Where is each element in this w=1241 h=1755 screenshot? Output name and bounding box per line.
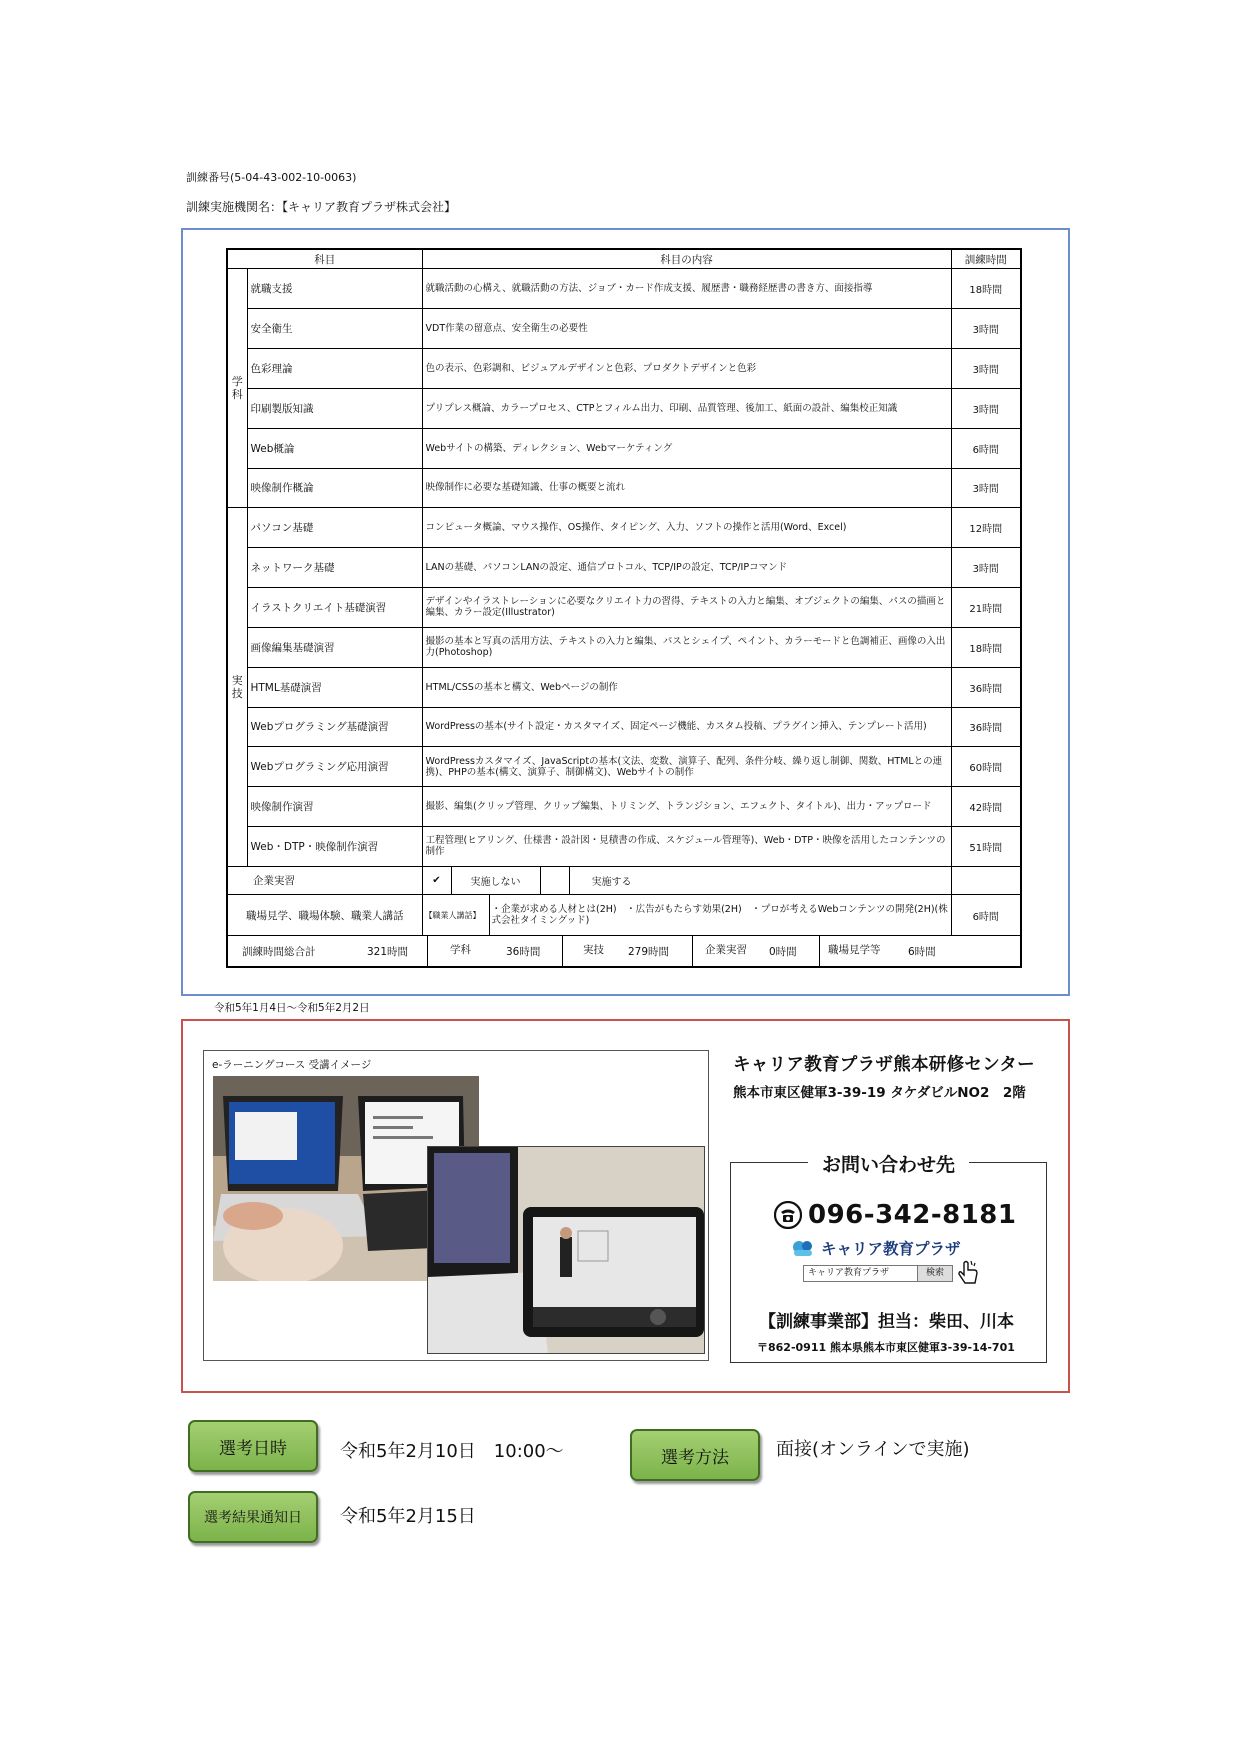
table-row — [227, 827, 1021, 867]
visit-hours: 6時間 — [951, 895, 1021, 936]
search-box[interactable] — [803, 1265, 953, 1282]
postal-address: 〒862-0911 熊本県熊本市東区健軍3-39-14-701 — [757, 1341, 1015, 1354]
table-row — [227, 428, 1021, 468]
selection-method-value: 面接(オンラインで実施) — [776, 1439, 970, 1460]
content-cell: 撮影、編集(クリップ管理、クリップ編集、トリミング、トランジション、エフェクト、タイトル)、出力・アップロード — [422, 787, 951, 827]
content-cell: 撮影の基本と写真の活用方法、テキストの入力と編集、パスとシェイプ、ペイント、カラーモードと色調補正、画像の入出力(Photoshop) — [422, 627, 951, 667]
phone-row — [774, 1200, 1017, 1230]
content-cell: 映像制作に必要な基礎知識、仕事の概要と流れ — [422, 468, 951, 508]
contact-title: お問い合わせ先 — [808, 1154, 969, 1176]
table-row — [227, 269, 1021, 309]
table-row — [227, 747, 1021, 787]
training-number: 訓練番号(5-04-43-002-10-0063) — [186, 171, 357, 184]
hours-cell: 12時間 — [951, 508, 1021, 548]
brand-row — [791, 1237, 961, 1259]
totals-row — [227, 936, 1021, 967]
hours-cell: 3時間 — [951, 388, 1021, 428]
table-row — [227, 388, 1021, 428]
subject-cell: Webプログラミング基礎演習 — [247, 707, 422, 747]
subject-cell: 就職支援 — [247, 269, 422, 309]
subject-cell: イラストクリエイト基礎演習 — [247, 588, 422, 628]
subject-cell: 安全衛生 — [247, 309, 422, 349]
subject-cell: HTML基礎演習 — [247, 667, 422, 707]
subject-cell: Web・DTP・映像制作演習 — [247, 827, 422, 867]
content-cell: VDT作業の留意点、安全衛生の必要性 — [422, 309, 951, 349]
content-cell: 色の表示、色彩調和、ビジュアルデザインと色彩、プロダクトデザインと色彩 — [422, 349, 951, 389]
brand-name: キャリア教育プラザ — [821, 1240, 961, 1258]
content-cell: WordPressの基本(サイト設定・カスタマイズ、固定ページ機能、カスタム投稿、プラグイン挿入、テンプレート活用) — [422, 707, 951, 747]
content-cell: Webサイトの構築、ディレクション、Webマーケティング — [422, 428, 951, 468]
training-period: 令和5年1月4日～令和5年2月2日 — [214, 1002, 370, 1014]
option-implemented[interactable]: 実施する — [591, 877, 632, 889]
total-label: 訓練時間総合計 — [242, 945, 316, 958]
subject-cell: 映像制作演習 — [247, 787, 422, 827]
internship-row — [227, 866, 1021, 895]
hours-cell: 3時間 — [951, 548, 1021, 588]
subject-cell: 画像編集基礎演習 — [247, 627, 422, 667]
tablet-photo — [427, 1146, 705, 1354]
header-hours: 訓練時間 — [951, 249, 1021, 269]
hours-cell: 3時間 — [951, 468, 1021, 508]
subject-cell: Webプログラミング応用演習 — [247, 747, 422, 787]
hours-cell: 3時間 — [951, 309, 1021, 349]
table-row — [227, 787, 1021, 827]
brand-logo-icon — [791, 1238, 815, 1258]
selection-result-value: 令和5年2月15日 — [340, 1506, 476, 1527]
hours-cell: 18時間 — [951, 269, 1021, 309]
hours-cell: 42時間 — [951, 787, 1021, 827]
hours-cell: 36時間 — [951, 667, 1021, 707]
contact-box — [730, 1154, 1047, 1363]
content-cell: LANの基礎、パソコンLANの設定、通信プロトコル、TCP/IPの設定、TCP/IPコマンド — [422, 548, 951, 588]
content-cell: 就職活動の心構え、就職活動の方法、ジョブ・カード作成支援、履歴書・職務経歴書の書き方、面接指導 — [422, 269, 951, 309]
content-cell: プリプレス概論、カラープロセス、CTPとフィルム出力、印刷、品質管理、後加工、紙面の設計、編集校正知識 — [422, 388, 951, 428]
content-cell: コンピュータ概論、マウス操作、OS操作、タイピング、入力、ソフトの操作と活用(Word、Excel) — [422, 508, 951, 548]
subject-cell: パソコン基礎 — [247, 508, 422, 548]
photo-panel — [203, 1050, 709, 1361]
visit-tag: 【職業人講話】 — [423, 895, 490, 935]
hours-cell: 60時間 — [951, 747, 1021, 787]
table-row — [227, 627, 1021, 667]
table-row — [227, 588, 1021, 628]
search-input[interactable]: キャリア教育プラザ — [808, 1268, 890, 1278]
visit-total-label: 職場見学等 — [819, 936, 908, 966]
content-cell: WordPressカスタマイズ、JavaScriptの基本(文法、変数、演算子、配列、条件分岐、繰り返し制御、関数、HTMLとの連携)、PHPの基本(構文、演算子、制御構文)、Webサイトの制作 — [422, 747, 951, 787]
practical-total: 279時間 — [628, 945, 670, 958]
subject-cell: ネットワーク基礎 — [247, 548, 422, 588]
content-cell: 工程管理(ヒアリング、仕様書・設計図・見積書の作成、スケジュール管理等)、Web・DTP・映像を活用したコンテンツの制作 — [422, 827, 951, 867]
table-row — [227, 468, 1021, 508]
curriculum-table — [226, 248, 1022, 968]
internship-total-label: 企業実習 — [692, 936, 769, 966]
selection-result-label: 選考結果通知日 — [188, 1491, 318, 1543]
header-content: 科目の内容 — [422, 249, 951, 269]
photo-caption: e-ラーニングコース 受講イメージ — [212, 1059, 372, 1071]
subject-cell: Web概論 — [247, 428, 422, 468]
category-practical: 実 技 — [227, 508, 247, 866]
center-name: キャリア教育プラザ熊本研修センター — [733, 1055, 1035, 1075]
total-hours: 321時間 — [367, 945, 409, 958]
hours-cell: 51時間 — [951, 827, 1021, 867]
cursor-hand-icon — [955, 1259, 981, 1287]
header-subject: 科目 — [227, 249, 422, 269]
department-contact: 【訓練事業部】担当：柴田、川本 — [759, 1312, 1014, 1332]
center-address: 熊本市東区健軍3-39-19 タケダビルNO2 2階 — [733, 1085, 1026, 1101]
hours-cell: 21時間 — [951, 588, 1021, 628]
academic-total-label: 学科 — [427, 936, 506, 966]
visit-total: 6時間 — [908, 945, 936, 958]
internship-total: 0時間 — [769, 945, 797, 958]
category-academic: 学 科 — [227, 269, 247, 508]
practical-total-label: 実技 — [562, 936, 628, 966]
organization-name: 訓練実施機関名：【キャリア教育プラザ株式会社】 — [186, 200, 457, 214]
table-row — [227, 707, 1021, 747]
academic-total: 36時間 — [506, 945, 541, 958]
hours-cell: 36時間 — [951, 707, 1021, 747]
phone-icon — [774, 1201, 802, 1229]
table-row — [227, 349, 1021, 389]
table-row — [227, 548, 1021, 588]
hours-cell: 18時間 — [951, 627, 1021, 667]
hours-cell: 6時間 — [951, 428, 1021, 468]
option-implemented-box[interactable] — [540, 867, 569, 895]
selection-date-label: 選考日時 — [188, 1420, 318, 1472]
subject-cell: 映像制作概論 — [247, 468, 422, 508]
content-cell: デザインやイラストレーションに必要なクリエイト力の習得、テキストの入力と編集、オブジェクトの編集、パスの描画と編集、カラー設定(Illustrator) — [422, 588, 951, 628]
internship-label: 企業実習 — [227, 866, 422, 895]
visit-label: 職場見学、職場体験、職業人講話 — [227, 895, 422, 936]
subject-cell: 印刷製版知識 — [247, 388, 422, 428]
option-not-implemented[interactable]: 実施しない — [451, 867, 540, 895]
checkmark-icon[interactable]: ✔ — [423, 867, 452, 895]
subject-cell: 色彩理論 — [247, 349, 422, 389]
content-cell: HTML/CSSの基本と構文、Webページの制作 — [422, 667, 951, 707]
table-row — [227, 508, 1021, 548]
selection-date-value: 令和5年2月10日 10:00～ — [340, 1441, 564, 1462]
search-button[interactable]: 検索 — [917, 1266, 952, 1281]
visit-row — [227, 895, 1021, 936]
phone-number[interactable]: 096-342-8181 — [808, 1200, 1017, 1230]
table-row — [227, 667, 1021, 707]
selection-method-label: 選考方法 — [630, 1429, 760, 1481]
hours-cell: 3時間 — [951, 349, 1021, 389]
visit-content: ・企業が求める人材とは(2H) ・広告がもたらす効果(2H) ・プロが考えるWebコンテンツの開発(2H)(株式会社タイミングッド) — [491, 904, 948, 927]
table-row — [227, 309, 1021, 349]
